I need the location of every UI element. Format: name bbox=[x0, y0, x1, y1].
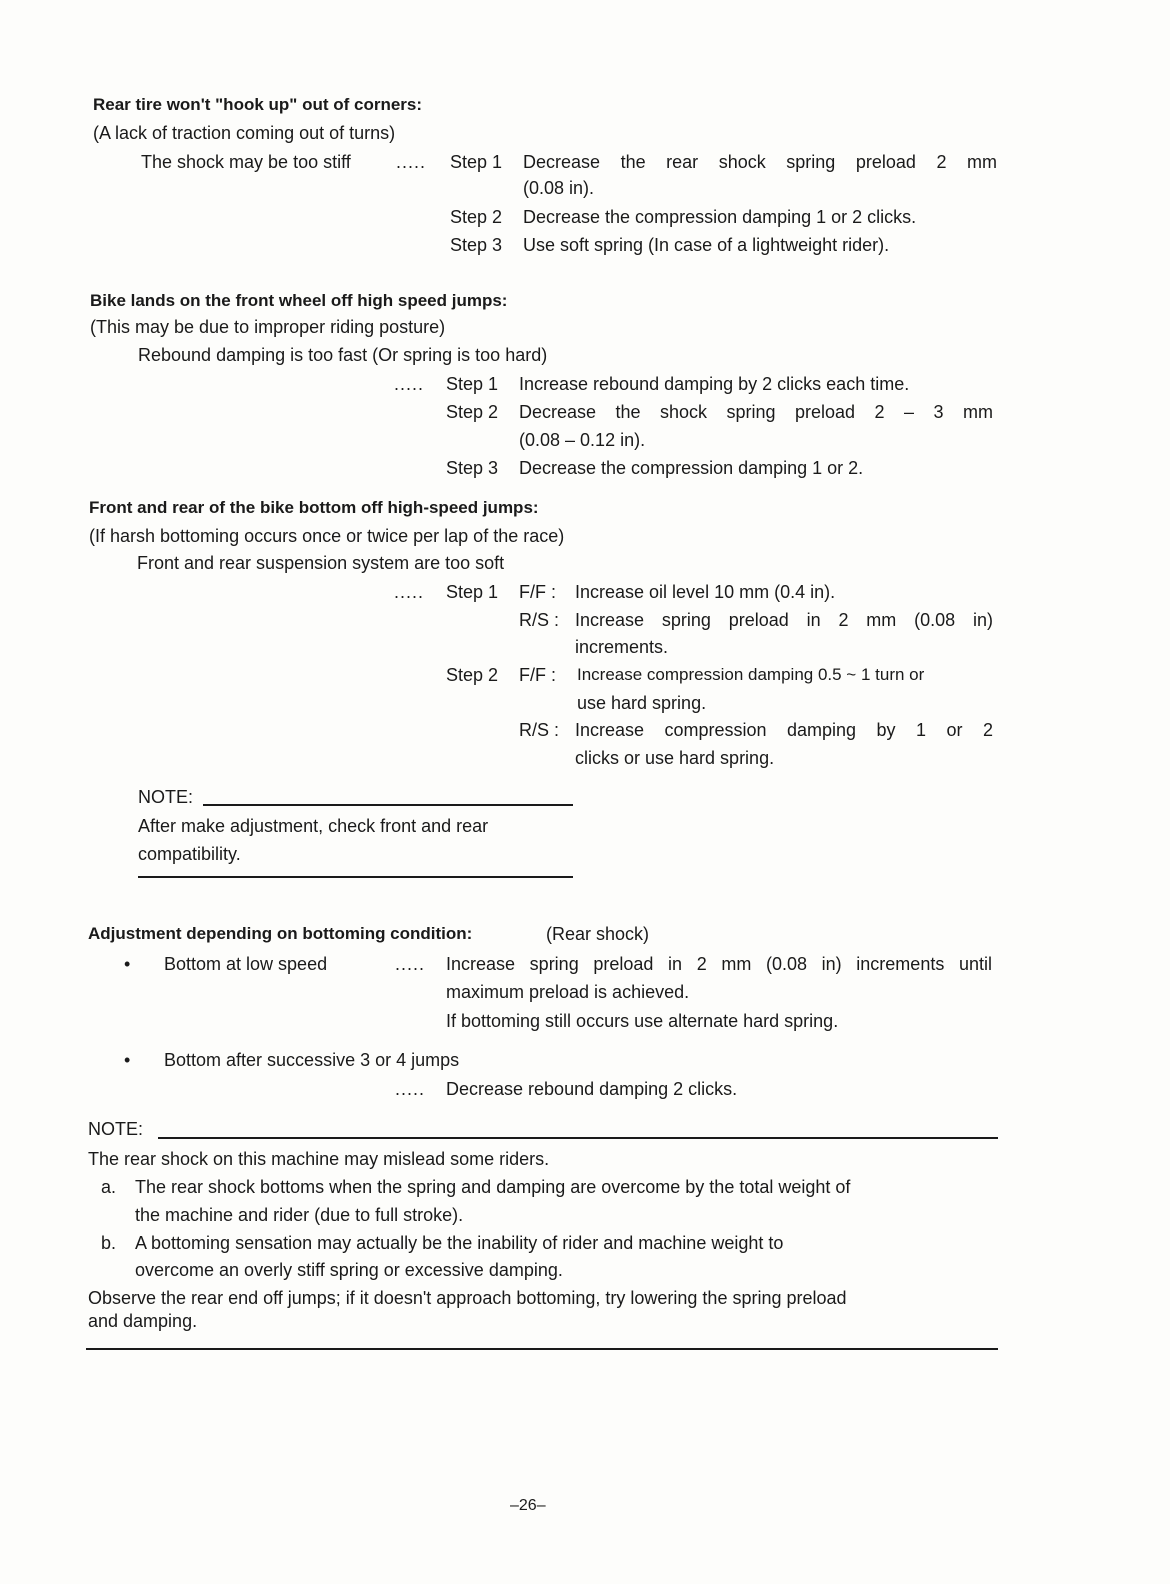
section-subtitle: (If harsh bottoming occurs once or twice per lap of the race) bbox=[89, 526, 565, 546]
remedy-text: Increase spring preload in 2 mm (0.08 in) increments until bbox=[446, 954, 992, 974]
note-label: NOTE: bbox=[138, 787, 194, 807]
rear-shock-label: R/S : bbox=[519, 720, 560, 740]
leader-dots: ..... bbox=[394, 582, 425, 602]
section-subtitle: (A lack of traction coming out of turns) bbox=[93, 123, 396, 143]
step-text: Decrease the rear shock spring preload 2 mm bbox=[523, 152, 997, 172]
step-text: (0.08 – 0.12 in). bbox=[519, 430, 646, 450]
step-text: clicks or use hard spring. bbox=[575, 748, 775, 768]
note-text: After make adjustment, check front and rear bbox=[138, 816, 489, 836]
leader-dots: ..... bbox=[395, 954, 426, 974]
leader-dots: ..... bbox=[394, 374, 425, 394]
bullet: • bbox=[124, 954, 131, 974]
step-text: Decrease the compression damping 1 or 2. bbox=[519, 458, 864, 478]
note-text: The rear shock bottoms when the spring and damping are overcome by the total weight of bbox=[135, 1177, 851, 1197]
step-text: Increase oil level 10 mm (0.4 in). bbox=[575, 582, 836, 602]
remedy-text: maximum preload is achieved. bbox=[446, 982, 690, 1002]
front-fork-label: F/F : bbox=[519, 582, 556, 602]
note-rule bbox=[86, 1348, 998, 1350]
condition-label: Bottom after successive 3 or 4 jumps bbox=[164, 1050, 460, 1070]
leader-dots: ..... bbox=[396, 152, 427, 172]
section-heading-bottoming-adjustment: Adjustment depending on bottoming condition: bbox=[88, 924, 473, 943]
section-heading-front-wheel: Bike lands on the front wheel off high speed jumps: bbox=[90, 291, 508, 310]
list-marker: b. bbox=[101, 1233, 117, 1253]
step-label: Step 3 bbox=[446, 458, 499, 478]
cause-text: The shock may be too stiff bbox=[141, 152, 351, 172]
step-text: Increase spring preload in 2 mm (0.08 in) bbox=[575, 610, 993, 630]
step-label: Step 3 bbox=[450, 235, 503, 255]
section-subtitle: (This may be due to improper riding posture) bbox=[90, 317, 446, 337]
front-fork-label: F/F : bbox=[519, 665, 556, 685]
step-label: Step 2 bbox=[450, 207, 503, 227]
step-text: Use soft spring (In case of a lightweight rider). bbox=[523, 235, 890, 255]
section-heading-bottom-off-jumps: Front and rear of the bike bottom off high-speed jumps: bbox=[89, 498, 539, 517]
note-text: A bottoming sensation may actually be the inability of rider and machine weight to bbox=[135, 1233, 784, 1253]
section-heading-tail: (Rear shock) bbox=[546, 924, 650, 944]
step-text: Increase compression damping by 1 or 2 bbox=[575, 720, 993, 740]
step-text: Increase rebound damping by 2 clicks each time. bbox=[519, 374, 910, 394]
note-rule bbox=[158, 1137, 998, 1139]
note-text: overcome an overly stiff spring or excessive damping. bbox=[135, 1260, 563, 1280]
page-number: –26– bbox=[510, 1497, 546, 1514]
note-text: The rear shock on this machine may mislead some riders. bbox=[88, 1149, 550, 1169]
step-text: Decrease the shock spring preload 2 – 3 mm bbox=[519, 402, 993, 422]
step-text: use hard spring. bbox=[577, 693, 707, 713]
leader-dots: ..... bbox=[395, 1079, 426, 1099]
note-text: the machine and rider (due to full stroke). bbox=[135, 1205, 464, 1225]
rear-shock-label: R/S : bbox=[519, 610, 560, 630]
step-text: increments. bbox=[575, 637, 669, 657]
list-marker: a. bbox=[101, 1177, 117, 1197]
step-label: Step 1 bbox=[450, 152, 503, 172]
note-text: compatibility. bbox=[138, 844, 241, 864]
note-rule bbox=[203, 804, 573, 806]
bullet: • bbox=[124, 1050, 131, 1070]
step-label: Step 1 bbox=[446, 374, 499, 394]
cause-text: Front and rear suspension system are too soft bbox=[137, 553, 505, 573]
remedy-text: Decrease rebound damping 2 clicks. bbox=[446, 1079, 738, 1099]
step-text: Decrease the compression damping 1 or 2 clicks. bbox=[523, 207, 917, 227]
cause-text: Rebound damping is too fast (Or spring is too hard) bbox=[138, 345, 548, 365]
step-label: Step 2 bbox=[446, 402, 499, 422]
step-label: Step 1 bbox=[446, 582, 499, 602]
note-text: Observe the rear end off jumps; if it doesn't approach bottoming, try lowering the spring preload bbox=[88, 1288, 847, 1308]
remedy-text: If bottoming still occurs use alternate hard spring. bbox=[446, 1011, 839, 1031]
step-text: Increase compression damping 0.5 ~ 1 turn or bbox=[577, 665, 925, 684]
step-label: Step 2 bbox=[446, 665, 499, 685]
section-heading-rear-tire: Rear tire won't "hook up" out of corners: bbox=[93, 95, 423, 114]
step-text: (0.08 in). bbox=[523, 178, 595, 198]
condition-label: Bottom at low speed bbox=[164, 954, 328, 974]
note-text: and damping. bbox=[88, 1311, 198, 1331]
note-rule bbox=[138, 876, 573, 878]
note-label: NOTE: bbox=[88, 1119, 144, 1139]
